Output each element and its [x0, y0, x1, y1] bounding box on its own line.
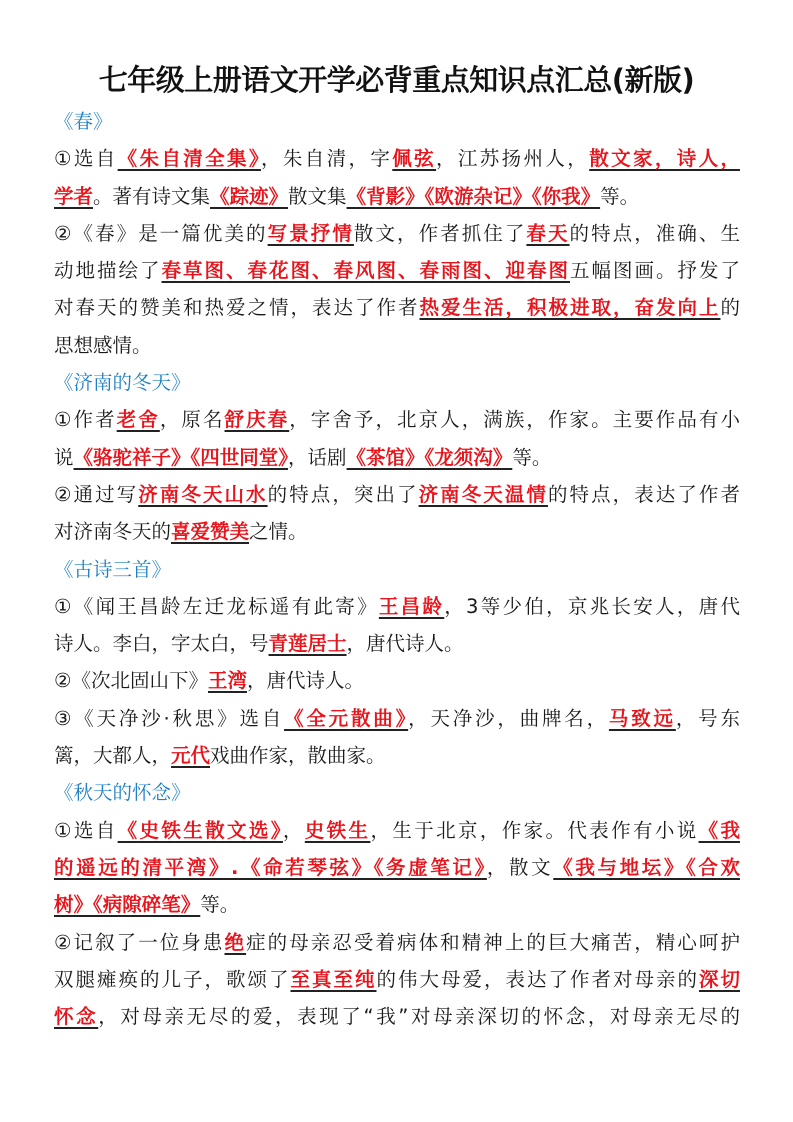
text-line	[54, 924, 740, 961]
key-point-highlight: 舒庆春	[224, 408, 290, 432]
key-point-highlight: 春天	[526, 221, 570, 245]
key-point-highlight: 佩弦	[392, 147, 437, 171]
text-line	[54, 327, 740, 364]
text-segment: 思想感情。	[54, 333, 152, 357]
key-point-highlight: 济南冬天山水	[138, 482, 268, 506]
key-point-highlight: 的遥远的清平湾》.《命若琴弦》《务虚笔记》	[54, 855, 487, 879]
key-point-highlight: 青莲居士	[268, 632, 347, 656]
text-segment: ，原名	[159, 408, 225, 432]
text-segment: ，话剧	[288, 445, 347, 469]
document-body	[54, 103, 740, 1035]
text-segment: 散文集	[288, 184, 347, 208]
text-line	[54, 289, 740, 326]
text-segment: ，	[282, 818, 305, 842]
text-segment: 双腿瘫痪的儿子，歌颂了	[54, 967, 291, 991]
text-segment: ，3等少伯，京兆长安人，唐代	[444, 594, 740, 618]
text-segment: 的	[720, 296, 740, 320]
key-point-highlight: 写景抒情	[267, 221, 354, 245]
key-point-highlight: 《茶馆》《龙须沟》	[346, 445, 513, 469]
key-point-highlight: 《踪迹》	[210, 184, 289, 208]
key-point-highlight: 老舍	[116, 408, 160, 432]
text-segment: ，江苏扬州人，	[436, 147, 590, 171]
text-segment: 对春天的赞美和热爱之情，表达了作者	[54, 296, 420, 320]
text-segment: 等。	[600, 184, 640, 208]
section-heading: 《秋天的怀念》	[54, 781, 191, 805]
text-segment: ，朱自清，字	[261, 147, 393, 171]
text-segment: ，唐代诗人。	[247, 669, 365, 693]
text-line	[54, 513, 740, 550]
text-segment: ，字舍予，北京人，满族，作家。主要作品有小	[289, 408, 740, 432]
text-segment: ②通过写	[54, 482, 139, 506]
text-segment: ，唐代诗人。	[346, 632, 464, 656]
text-segment: ，号东	[675, 706, 740, 730]
key-point-highlight: 《全元散曲》	[284, 706, 409, 730]
text-segment: 的特点，突出了	[267, 482, 419, 506]
key-point-highlight: 《骆驼祥子》《四世同堂》	[73, 445, 289, 469]
key-point-highlight: 深切	[698, 967, 740, 991]
key-point-highlight: 王湾	[207, 669, 247, 693]
key-point-highlight: 春草图、春花图、春风图、春雨图、迎春图	[161, 259, 570, 283]
text-line	[54, 178, 740, 215]
text-segment: 诗人。李白，字太白，号	[54, 632, 269, 656]
key-point-highlight: 《我	[698, 818, 740, 842]
key-point-highlight: 绝	[224, 930, 247, 954]
text-segment: ①选自	[54, 147, 118, 171]
text-line	[54, 252, 740, 289]
key-point-highlight: 济南冬天温情	[418, 482, 548, 506]
text-segment: 对济南冬天的	[54, 520, 172, 544]
text-segment: 篱，大都人，	[54, 744, 172, 768]
section-heading: 《春》	[54, 110, 113, 133]
key-point-highlight: 至真至纯	[290, 967, 377, 991]
text-segment: 的特点，表达了作者	[547, 482, 740, 506]
section-heading: 《古诗三首》	[54, 557, 172, 581]
text-segment: ，散文	[486, 855, 554, 879]
text-segment: ③《天净沙·秋思》选自	[54, 706, 285, 730]
text-segment: 之情。	[249, 520, 308, 544]
text-line	[54, 625, 740, 662]
text-segment: ②《春》是一篇优美的	[54, 221, 268, 245]
text-line	[54, 439, 740, 476]
text-segment: ，对母亲无尽的爱，表现了“我”对母亲深切的怀念，对母亲无尽的	[98, 1005, 740, 1029]
key-point-highlight: 热爱生活，积极进取，奋发向上	[419, 296, 721, 320]
section-heading: 《济南的冬天》	[54, 371, 191, 395]
text-segment: 症的母亲忍受着病体和精神上的巨大痛苦，精心呵护	[246, 930, 740, 954]
text-segment: ①作者	[54, 408, 117, 432]
text-segment: 的伟大母爱，表达了作者对母亲的	[376, 967, 699, 991]
document-title: 七年级上册语文开学必背重点知识点汇总(新版)	[98, 63, 695, 97]
text-segment: 散文，作者抓住了	[353, 221, 527, 245]
text-line	[54, 961, 740, 998]
text-line	[54, 215, 740, 252]
key-point-highlight: 王昌龄	[378, 594, 445, 618]
text-line	[54, 849, 740, 886]
key-point-highlight: 散文家，诗人，	[589, 147, 740, 171]
text-segment: ①选自	[54, 818, 118, 842]
key-point-highlight: 学者	[54, 184, 94, 208]
text-segment: 五幅图画。抒发了	[569, 259, 740, 283]
text-line	[54, 737, 740, 774]
text-segment: ①《闻王昌龄左迁龙标遥有此寄》	[54, 594, 379, 618]
text-line	[54, 662, 740, 699]
key-point-highlight: 《我与地坛》《合欢	[553, 855, 740, 879]
key-point-highlight: 《背影》《欧游杂记》《你我》	[346, 184, 601, 208]
key-point-highlight: 树》《病隙碎笔》	[54, 893, 201, 917]
text-line	[54, 401, 740, 438]
text-segment: 等。	[200, 893, 240, 917]
text-segment: 。著有诗文集	[93, 184, 211, 208]
text-line	[54, 700, 740, 737]
text-segment: 动地描绘了	[54, 259, 162, 283]
text-line	[54, 476, 740, 513]
key-point-highlight: 马致远	[608, 706, 676, 730]
text-line	[54, 886, 740, 923]
text-segment: 说	[54, 445, 74, 469]
key-point-highlight: 喜爱赞美	[171, 520, 250, 544]
text-segment: ②记叙了一位身患	[54, 930, 225, 954]
key-point-highlight: 《史铁生散文选》	[117, 818, 283, 842]
text-segment: ，生于北京，作家。代表作有小说	[370, 818, 699, 842]
key-point-highlight: 怀念	[54, 1005, 99, 1029]
text-line	[54, 998, 740, 1035]
key-point-highlight: 史铁生	[304, 818, 371, 842]
text-segment: 戏曲作家，散曲家。	[210, 744, 386, 768]
text-line	[54, 140, 740, 177]
text-segment: ，天净沙，曲牌名，	[408, 706, 609, 730]
text-segment: 的特点，准确、生	[569, 221, 740, 245]
text-segment: ②《次北固山下》	[54, 669, 208, 693]
text-segment: 等。	[512, 445, 552, 469]
text-line	[54, 588, 740, 625]
key-point-highlight: 《朱自清全集》	[117, 147, 262, 171]
key-point-highlight: 元代	[171, 744, 211, 768]
text-line	[54, 812, 740, 849]
